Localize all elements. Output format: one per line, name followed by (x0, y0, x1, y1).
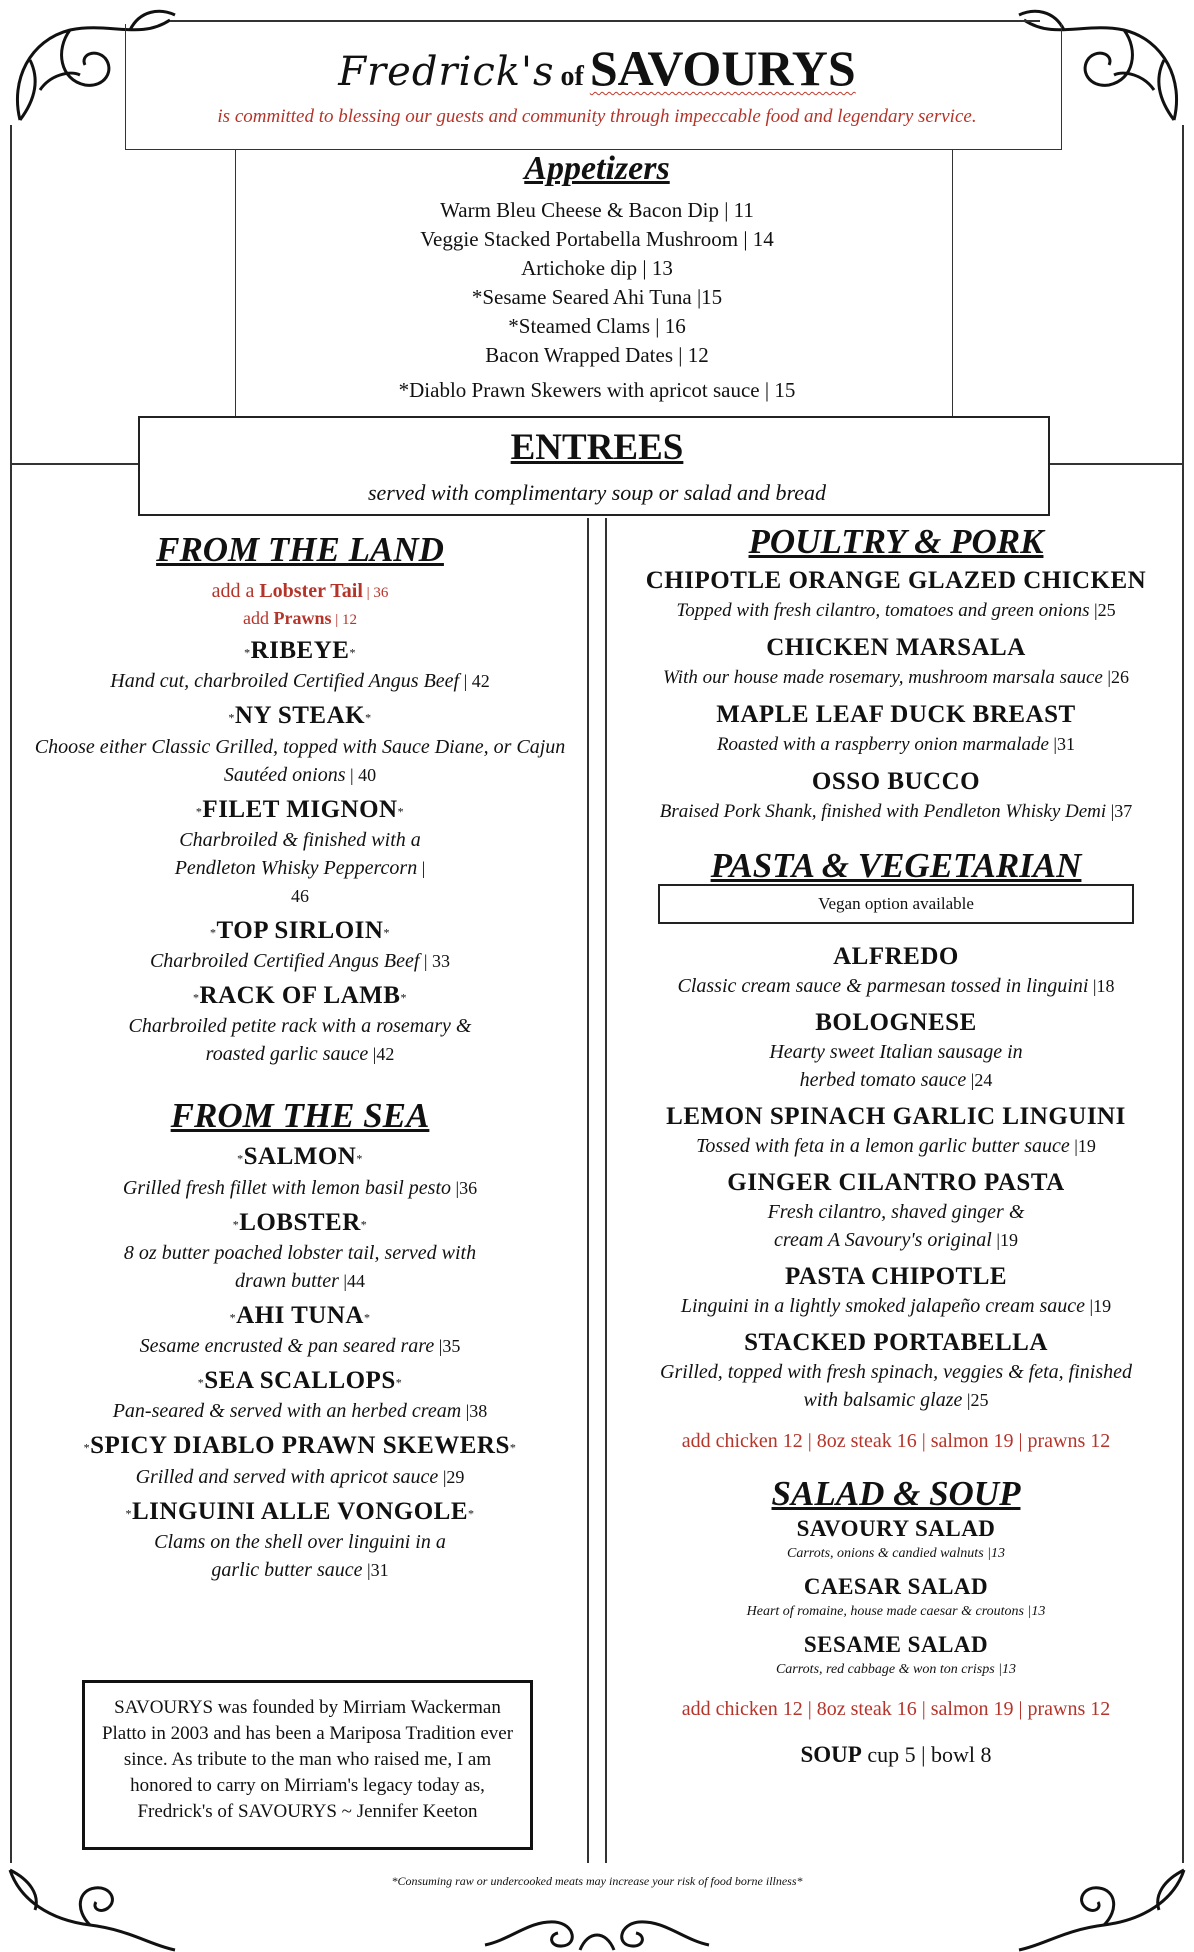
dish-desc: Hand cut, charbroiled Certified Angus Beef | 42 (110, 670, 490, 693)
section-title-poultry: POULTRY & PORK (748, 522, 1044, 561)
brand-script: Fredrick's (338, 49, 555, 95)
dish-name: *LINGUINI ALLE VONGOLE* (125, 1497, 475, 1525)
dish-name: OSSO BUCCO (811, 768, 981, 795)
flourish-bottom-center-icon (480, 1900, 714, 1952)
dish-desc: Classic cream sauce & parmesan tossed in linguini |18 (677, 975, 1115, 997)
dish-name: *FILET MIGNON* (195, 795, 405, 823)
addon-price: | 36 (362, 585, 389, 601)
frame-line-right (1182, 463, 1184, 1863)
left-column (15, 528, 585, 1584)
addon-prefix: add (242, 608, 274, 628)
appetizers-title: Appetizers (524, 150, 670, 187)
header-rule (170, 20, 1040, 22)
dish-name: STACKED PORTABELLA (744, 1329, 1048, 1356)
dish-desc: Linguini in a lightly smoked jalapeño cream sauce |19 (680, 1295, 1112, 1317)
section-title-land: FROM THE LAND (156, 530, 444, 569)
section-title-sea: FROM THE SEA (170, 1096, 430, 1136)
vegan-note: Vegan option available (658, 884, 1134, 924)
brand-of: of (560, 61, 584, 92)
dish-name: LEMON SPINACH GARLIC LINGUINI (666, 1103, 1126, 1130)
dish-desc: Sesame encrusted & pan seared rare |35 (139, 1335, 461, 1358)
dish-desc: Charbroiled Certified Angus Beef | 33 (149, 950, 451, 973)
dish-name: SESAME SALAD (803, 1632, 989, 1657)
list-item: Veggie Stacked Portabella Mushroom | 14 (420, 227, 774, 251)
entrees-title: ENTREES (510, 427, 684, 468)
dish-desc: Pan-seared & served with an herbed cream |38 (112, 1400, 488, 1423)
soup-prices: cup 5 | bowl 8 (861, 1742, 992, 1767)
dish-desc: Carrots, red cabbage & won ton crisps |13 (775, 1662, 1017, 1677)
dish-name: *LOBSTER* (232, 1208, 368, 1236)
footer-disclaimer: *Consuming raw or undercooked meats may increase your risk of food borne illness* (391, 1874, 803, 1888)
dish-desc: Braised Pork Shank, finished with Pendleton Whisky Demi |37 (659, 801, 1133, 822)
dish-desc: Heart of romaine, house made caesar & croutons |13 (746, 1604, 1046, 1619)
dish-desc: Choose either Classic Grilled, topped with Sauce Diane, or Cajun Sautéed onions | 40 (34, 735, 566, 786)
entrees-subtitle: served with complimentary soup or salad and bread (367, 480, 827, 505)
column-divider-left (587, 518, 589, 1863)
list-item: *Sesame Seared Ahi Tuna |15 (471, 285, 723, 309)
addon-item: Lobster Tail (259, 580, 363, 602)
dish-name: CAESAR SALAD (803, 1574, 989, 1599)
pasta-addons: add chicken 12 | 8oz steak 16 | salmon 19 | prawns 12 (681, 1430, 1111, 1452)
list-item: Artichoke dip | 13 (521, 256, 673, 280)
dish-name: MAPLE LEAF DUCK BREAST (716, 701, 1076, 728)
section-title-pasta: PASTA & VEGETARIAN (710, 846, 1082, 885)
dish-name: *SALMON* (237, 1143, 363, 1171)
soup-label: SOUP (800, 1742, 862, 1767)
list-item: Warm Bleu Cheese & Bacon Dip | 11 (440, 198, 754, 222)
dish-name: *SEA SCALLOPS* (197, 1367, 403, 1395)
dish-name: ALFREDO (833, 943, 959, 970)
restaurant-brand (0, 40, 1194, 105)
column-divider-right (605, 518, 607, 1863)
dish-name: GINGER CILANTRO PASTA (727, 1169, 1065, 1196)
dish-desc: Charbroiled petite rack with a rosemary & roasted garlic sauce |42 (128, 1015, 472, 1066)
dish-name: *TOP SIRLOIN* (210, 916, 390, 944)
dish-desc: Clams on the shell over linguini in a garlic butter sauce |31 (154, 1530, 446, 1581)
dish-name: CHICKEN MARSALA (766, 634, 1026, 661)
dish-desc: Roasted with a raspberry onion marmalade |31 (716, 734, 1076, 755)
addon-lobster (15, 578, 585, 606)
dish-desc: Topped with fresh cilantro, tomatoes and green onions |25 (676, 600, 1116, 621)
list-item: *Diablo Prawn Skewers with apricot sauce | 15 (398, 378, 796, 402)
dish-desc: Grilled, topped with fresh spinach, veggies & feta, finished with balsamic glaze |25 (660, 1361, 1132, 1411)
list-item: *Steamed Clams | 16 (508, 314, 686, 338)
dish-desc: Carrots, onions & candied walnuts |13 (786, 1546, 1006, 1561)
dish-desc: Grilled fresh fillet with lemon basil pesto |36 (122, 1176, 478, 1199)
soup-line (610, 1740, 1182, 1770)
salad-addons: add chicken 12 | 8oz steak 16 | salmon 19 | prawns 12 (681, 1698, 1111, 1720)
dish-desc: With our house made rosemary, mushroom marsala sauce |26 (663, 667, 1129, 688)
mission-statement: is committed to blessing our guests and community through impeccable food and legendary service. (217, 106, 977, 127)
dish-desc: 8 oz butter poached lobster tail, served with drawn butter |44 (123, 1241, 477, 1292)
brand-name: SAVOURYS (589, 40, 856, 96)
about-box: SAVOURYS was founded by Mirriam Wackerman Platto in 2003 and has been a Mariposa Tradition ever since. As tribute to the man who raised me, I am honored to carry on Mirriam's legacy today as, Fredrick's of SAVOURYS ~ Jennifer Keeton (82, 1680, 533, 1850)
dish-desc: Hearty sweet Italian sausage in herbed tomato sauce |24 (769, 1041, 1023, 1091)
addon-price: | 12 (331, 612, 357, 628)
dish-name: PASTA CHIPOTLE (784, 1263, 1008, 1290)
addon-prawns (15, 606, 585, 632)
dish-name: *NY STEAK* (228, 702, 372, 730)
appetizers-list (0, 196, 1194, 405)
dish-desc: Grilled and served with apricot sauce |29 (135, 1465, 465, 1488)
addon-prefix: add a (211, 580, 260, 602)
dish-desc: Fresh cilantro, shaved ginger & cream A Savoury's original |19 (767, 1201, 1025, 1251)
dish-name: CHIPOTLE ORANGE GLAZED CHICKEN (645, 567, 1147, 594)
right-column (610, 520, 1182, 1770)
list-item: Bacon Wrapped Dates | 12 (485, 343, 709, 367)
dish-name: *RIBEYE* (244, 637, 356, 664)
section-title-salad: SALAD & SOUP (771, 1474, 1021, 1513)
dish-desc: Tossed with feta in a lemon garlic butter sauce |19 (696, 1135, 1096, 1157)
frame-line-left (10, 463, 12, 1863)
dish-desc: Charbroiled & finished with a Pendleton Whisky Peppercorn | 46 (174, 828, 426, 906)
dish-name: *AHI TUNA* (229, 1301, 371, 1329)
dish-name: BOLOGNESE (815, 1009, 977, 1036)
addon-item: Prawns (273, 608, 332, 628)
dish-name: SAVOURY SALAD (796, 1516, 996, 1541)
dish-name: *RACK OF LAMB* (193, 982, 407, 1010)
dish-name: *SPICY DIABLO PRAWN SKEWERS* (83, 1432, 517, 1460)
